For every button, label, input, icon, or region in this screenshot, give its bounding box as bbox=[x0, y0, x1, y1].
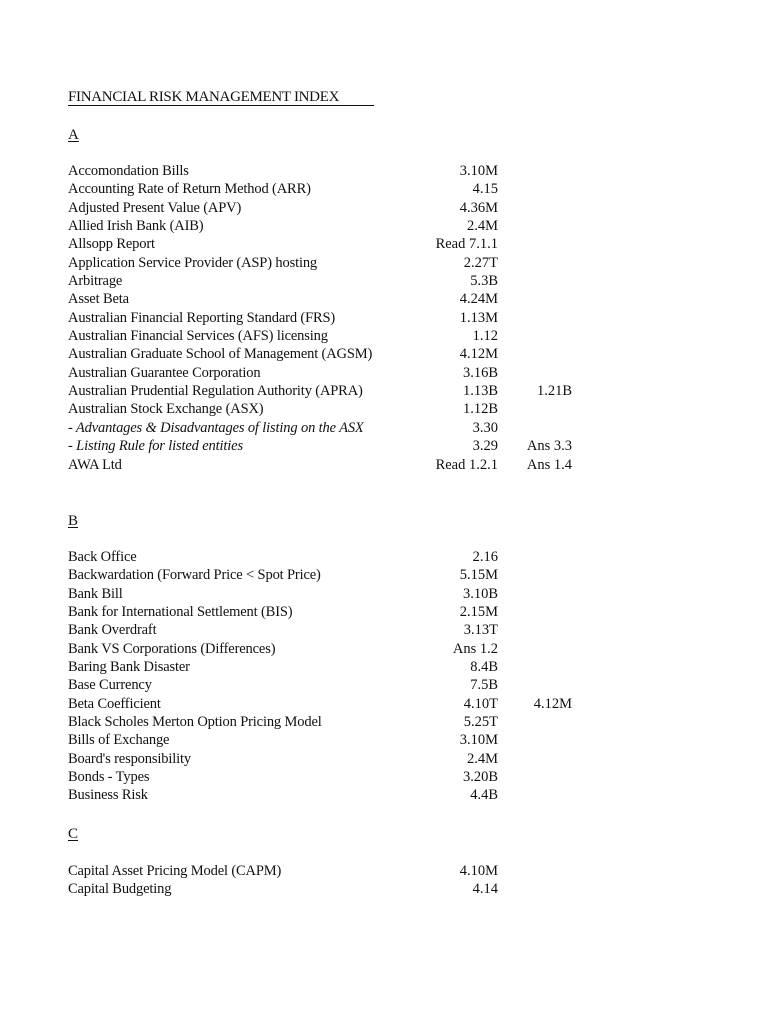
index-entry bbox=[0, 382, 768, 400]
entry-secondary-reference: Ans 1.4 bbox=[526, 456, 572, 473]
entry-reference: 1.13B bbox=[462, 383, 498, 400]
index-entry bbox=[0, 272, 768, 290]
entry-reference: 3.10M bbox=[459, 163, 498, 179]
section-letter-a: A bbox=[68, 127, 79, 143]
index-entry bbox=[0, 162, 768, 180]
entry-term: Bills of Exchange bbox=[68, 732, 170, 749]
entry-term: Beta Coefficient bbox=[68, 695, 161, 712]
section-letter-c: C bbox=[68, 826, 79, 842]
entry-term: Bank Overdraft bbox=[68, 622, 157, 639]
index-entry bbox=[0, 400, 768, 418]
entry-reference: 2.27T bbox=[463, 254, 498, 271]
section-letter-b: B bbox=[68, 513, 79, 529]
entry-term: Allsopp Report bbox=[68, 236, 155, 253]
entry-term: Board's responsibility bbox=[68, 750, 191, 767]
entry-term: Capital Asset Pricing Model (CAPM) bbox=[68, 863, 282, 879]
entry-term: Australian Guarantee Corporation bbox=[68, 364, 261, 381]
entry-term: Australian Graduate School of Management (AGSM) bbox=[68, 346, 373, 363]
index-entry bbox=[0, 180, 768, 198]
entry-reference: 5.15M bbox=[459, 567, 498, 584]
index-entry bbox=[0, 713, 768, 731]
entry-reference: 3.16B bbox=[462, 364, 498, 381]
entry-term: Business Risk bbox=[68, 787, 148, 804]
entry-term: Bank Bill bbox=[68, 585, 123, 602]
entry-reference: 1.12B bbox=[462, 401, 498, 418]
entry-reference: Ans 1.2 bbox=[452, 640, 498, 657]
entry-reference: 5.25T bbox=[463, 714, 498, 731]
entry-term: - Advantages & Disadvantages of listing on the ASX bbox=[68, 419, 364, 436]
entry-term: Application Service Provider (ASP) hosting bbox=[68, 254, 318, 271]
entry-reference: Read 7.1.1 bbox=[435, 236, 498, 253]
entry-reference: 4.12M bbox=[459, 346, 498, 363]
entry-reference: 4.36M bbox=[459, 199, 498, 216]
index-entry bbox=[0, 566, 768, 584]
index-entry bbox=[0, 768, 768, 786]
index-entry bbox=[0, 676, 768, 694]
entry-term: Accounting Rate of Return Method (ARR) bbox=[68, 181, 311, 198]
index-entry bbox=[0, 621, 768, 639]
entry-reference: 4.10M bbox=[459, 863, 498, 879]
entry-term: Australian Stock Exchange (ASX) bbox=[68, 401, 264, 418]
section-c-entries bbox=[0, 862, 768, 899]
index-entry bbox=[0, 880, 768, 898]
index-entry bbox=[0, 750, 768, 768]
entry-reference: 3.10B bbox=[462, 585, 498, 602]
index-entry bbox=[0, 199, 768, 217]
index-entry bbox=[0, 419, 768, 437]
index-entry bbox=[0, 254, 768, 272]
index-entry bbox=[0, 437, 768, 455]
section-b-entries bbox=[0, 548, 768, 805]
entry-term: Back Office bbox=[68, 549, 137, 565]
entry-reference: 5.3B bbox=[470, 273, 498, 290]
index-entry bbox=[0, 603, 768, 621]
entry-term: Australian Financial Services (AFS) licensing bbox=[68, 328, 328, 345]
entry-term: AWA Ltd bbox=[68, 456, 122, 473]
entry-reference: 3.20B bbox=[462, 769, 498, 786]
index-entry bbox=[0, 364, 768, 382]
index-entry bbox=[0, 548, 768, 566]
index-entry bbox=[0, 456, 768, 474]
entry-reference: 3.30 bbox=[472, 419, 498, 436]
index-entry bbox=[0, 695, 768, 713]
index-entry bbox=[0, 309, 768, 327]
entry-reference: 4.14 bbox=[472, 881, 498, 898]
entry-term: Australian Prudential Regulation Authority (APRA) bbox=[68, 383, 363, 400]
entry-term: - Listing Rule for listed entities bbox=[68, 438, 243, 455]
entry-reference: 3.13T bbox=[463, 622, 498, 639]
entry-reference: 2.16 bbox=[472, 549, 498, 565]
index-entry bbox=[0, 731, 768, 749]
entry-term: Allied Irish Bank (AIB) bbox=[68, 218, 204, 235]
index-entry bbox=[0, 327, 768, 345]
entry-term: Arbitrage bbox=[68, 273, 123, 290]
entry-term: Black Scholes Merton Option Pricing Model bbox=[68, 714, 322, 731]
entry-secondary-reference: Ans 3.3 bbox=[526, 438, 572, 455]
entry-reference: 7.5B bbox=[470, 677, 498, 694]
index-entry bbox=[0, 217, 768, 235]
index-entry bbox=[0, 290, 768, 308]
index-entry bbox=[0, 862, 768, 880]
entry-term: Capital Budgeting bbox=[68, 881, 172, 898]
title-underline bbox=[68, 105, 374, 106]
entry-term: Backwardation (Forward Price < Spot Price) bbox=[68, 567, 321, 584]
page-title: FINANCIAL RISK MANAGEMENT INDEX bbox=[68, 89, 340, 105]
section-a-entries bbox=[0, 162, 768, 474]
entry-reference: 2.15M bbox=[459, 604, 498, 621]
entry-reference: 4.15 bbox=[472, 181, 498, 198]
entry-term: Bank for International Settlement (BIS) bbox=[68, 604, 293, 621]
entry-reference: 1.13M bbox=[459, 309, 498, 326]
entry-reference: 3.10M bbox=[459, 732, 498, 749]
entry-reference: 2.4M bbox=[466, 218, 498, 235]
entry-reference: 2.4M bbox=[466, 750, 498, 767]
entry-reference: 1.12 bbox=[472, 328, 498, 345]
index-entry bbox=[0, 640, 768, 658]
entry-term: Adjusted Present Value (APV) bbox=[68, 199, 242, 216]
entry-term: Bank VS Corporations (Differences) bbox=[68, 640, 276, 657]
index-entry bbox=[0, 585, 768, 603]
index-entry bbox=[0, 235, 768, 253]
index-entry bbox=[0, 345, 768, 363]
entry-term: Australian Financial Reporting Standard (FRS) bbox=[68, 309, 336, 326]
entry-term: Accomondation Bills bbox=[68, 163, 189, 179]
entry-secondary-reference: 4.12M bbox=[533, 695, 572, 712]
entry-term: Bonds - Types bbox=[68, 769, 150, 786]
entry-reference: 4.24M bbox=[459, 291, 498, 308]
entry-term: Base Currency bbox=[68, 677, 152, 694]
entry-term: Baring Bank Disaster bbox=[68, 659, 190, 676]
index-entry bbox=[0, 658, 768, 676]
entry-secondary-reference: 1.21B bbox=[536, 383, 572, 400]
entry-term: Asset Beta bbox=[68, 291, 129, 308]
entry-reference: 4.10T bbox=[463, 695, 498, 712]
entry-reference: 8.4B bbox=[470, 659, 498, 676]
index-entry bbox=[0, 786, 768, 804]
entry-reference: 3.29 bbox=[472, 438, 498, 455]
entry-reference: 4.4B bbox=[470, 787, 498, 804]
entry-reference: Read 1.2.1 bbox=[435, 456, 498, 473]
